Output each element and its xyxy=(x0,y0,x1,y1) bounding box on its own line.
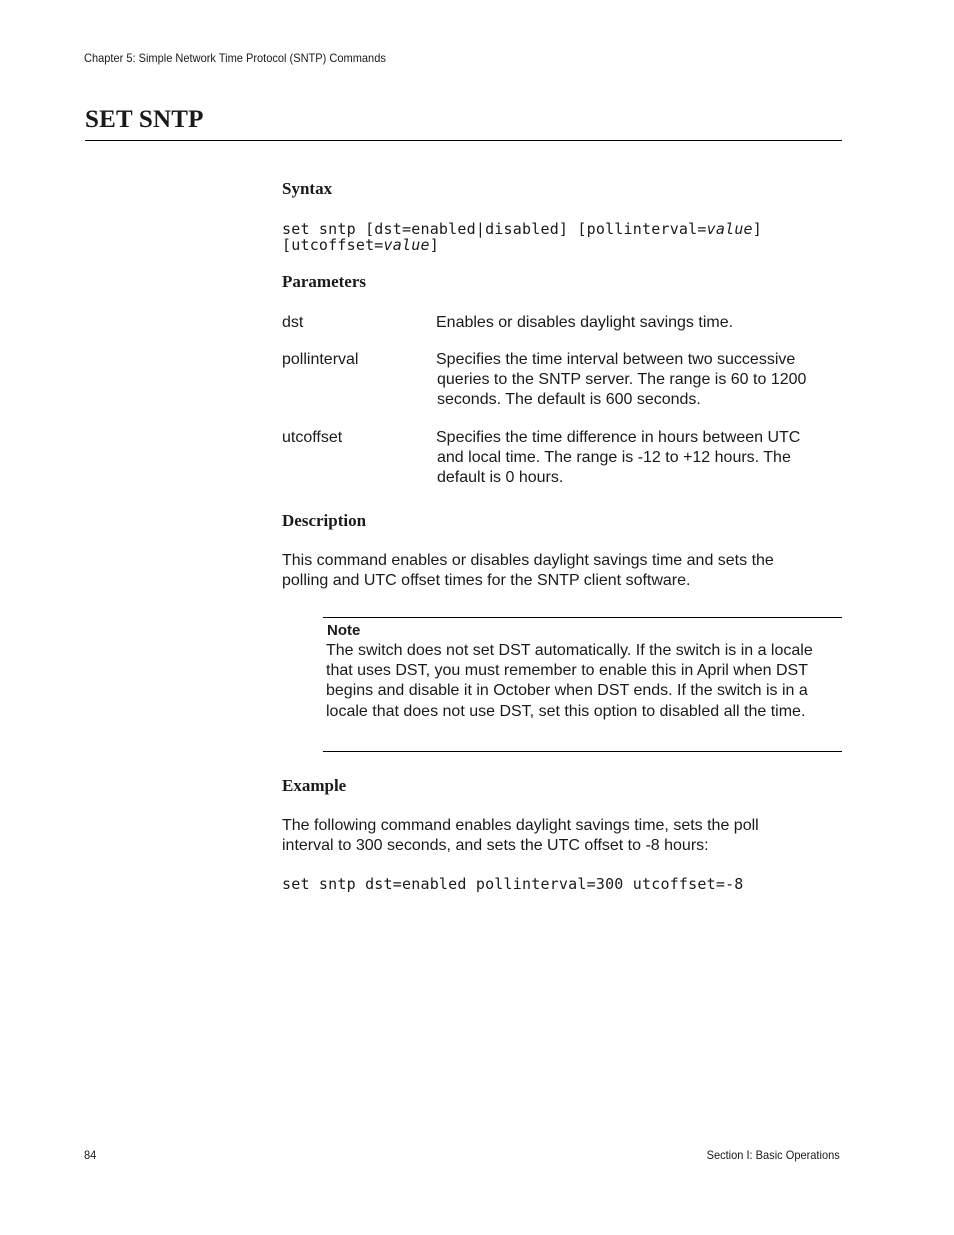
page-title: SET SNTP xyxy=(85,106,204,133)
syntax-line-1 xyxy=(282,221,762,237)
syntax-pollinterval-value: value xyxy=(706,220,753,238)
param-name-pollinterval: pollinterval xyxy=(282,351,359,368)
param-desc-line: Enables or disables daylight savings time. xyxy=(436,314,734,331)
section-label: Section I: Basic Operations xyxy=(706,1148,840,1162)
syntax-line-2-close: ] xyxy=(429,236,439,254)
note-text: The switch does not set DST automatically. If the switch is in a locale that uses DST, you must remember to enable this in April when DST begins and disable it in October when DST ends. If the switch is in a locale that does not use DST, set this option to disabled all the time. xyxy=(326,642,813,720)
syntax-line-2 xyxy=(282,237,439,253)
syntax-heading: Syntax xyxy=(282,179,333,198)
param-desc-pollinterval xyxy=(436,350,846,410)
syntax-utcoffset-value: value xyxy=(383,236,430,254)
param-desc-line: queries to the SNTP server. The range is 60 to 1200 xyxy=(437,371,807,388)
param-desc-utcoffset xyxy=(436,428,846,488)
parameters-heading: Parameters xyxy=(282,272,367,291)
param-name-dst: dst xyxy=(282,314,304,331)
description-heading: Description xyxy=(282,511,367,530)
syntax-line-2-text: [utcoffset= xyxy=(282,236,384,254)
param-desc-line: Specifies the time interval between two successive xyxy=(436,351,796,368)
param-desc-dst xyxy=(436,313,846,333)
title-rule xyxy=(85,140,842,141)
param-desc-line: default is 0 hours. xyxy=(437,469,564,486)
note-box xyxy=(323,617,842,752)
param-desc-line: and local time. The range is -12 to +12 hours. The xyxy=(437,449,791,466)
param-desc-line: Specifies the time difference in hours between UTC xyxy=(436,429,801,446)
param-name-utcoffset: utcoffset xyxy=(282,429,343,446)
running-header: Chapter 5: Simple Network Time Protocol (SNTP) Commands xyxy=(84,51,386,65)
syntax-line-1-text: set sntp [dst=enabled|disabled] [pollinterval= xyxy=(282,220,707,238)
example-heading: Example xyxy=(282,776,347,795)
description-text: This command enables or disables daylight savings time and sets the polling and UTC offset times for the SNTP client software. xyxy=(282,552,774,589)
page-number: 84 xyxy=(84,1148,97,1162)
syntax-line-1-close: ] xyxy=(752,220,763,238)
param-desc-line: seconds. The default is 600 seconds. xyxy=(437,391,701,408)
example-command: set sntp dst=enabled pollinterval=300 utcoffset=-8 xyxy=(282,875,744,893)
note-label: Note xyxy=(327,622,361,639)
example-text: The following command enables daylight savings time, sets the poll interval to 300 seconds, and sets the UTC offset to -8 hours: xyxy=(282,817,759,854)
